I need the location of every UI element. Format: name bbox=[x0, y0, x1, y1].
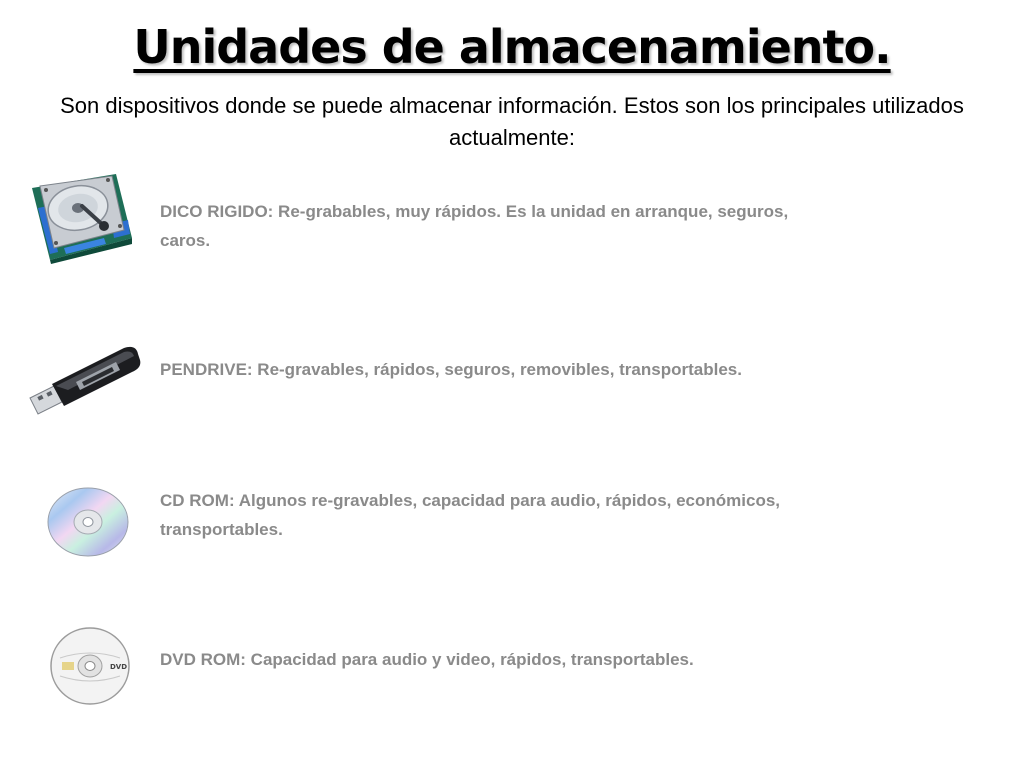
hard-drive-icon bbox=[24, 168, 136, 269]
slide-subtitle: Son dispositivos donde se puede almacenar información. Estos son los principales utilizados actualmente: bbox=[60, 93, 964, 150]
dvd-logo-text: DVD bbox=[110, 663, 128, 671]
item-text-hard-drive: DICO RIGIDO: Re-grabables, muy rápidos. Es la unidad en arranque, seguros, caros. bbox=[160, 202, 789, 250]
dvd-disc-icon bbox=[24, 624, 134, 713]
cd-disc-icon bbox=[24, 484, 134, 565]
usb-pendrive-icon bbox=[24, 340, 144, 421]
slide-title: Unidades de almacenamiento. bbox=[133, 20, 891, 74]
item-text-cd-rom: CD ROM: Algunos re-gravables, capacidad para audio, rápidos, económicos, transportables. bbox=[160, 491, 781, 539]
item-text-pendrive: PENDRIVE: Re-gravables, rápidos, seguros, removibles, transportables. bbox=[160, 360, 742, 379]
item-text-dvd-rom: DVD ROM: Capacidad para audio y video, rápidos, transportables. bbox=[160, 650, 694, 669]
